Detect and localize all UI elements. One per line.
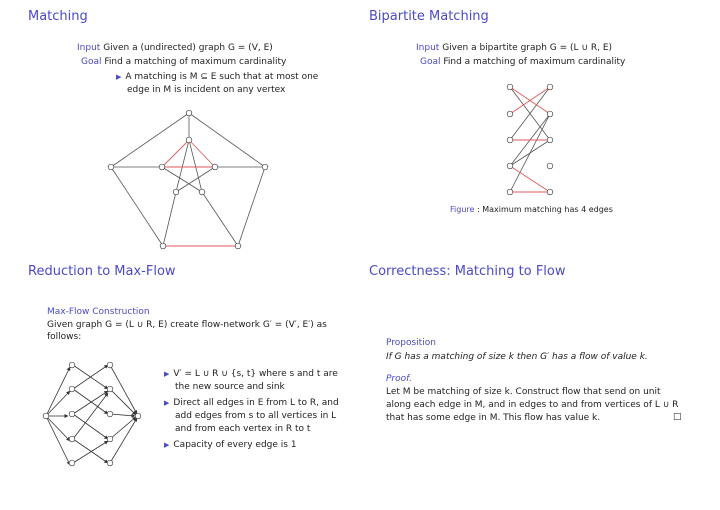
bullet-triangle-icon: ▶ [164, 399, 170, 407]
proposition-text: If G has a matching of size k then G′ has a flow of value k. [386, 352, 648, 362]
slide-reduction-max-flow [0, 255, 360, 510]
bullet-triangle-icon: ▶ [116, 73, 122, 81]
bullet-item [164, 439, 297, 452]
bullet-triangle-icon: ▶ [164, 441, 170, 449]
input-label: Input [416, 43, 440, 53]
bullet-text: and from each vertex in R to t [175, 424, 311, 434]
proof-title: Proof. [386, 374, 413, 384]
proof-text: that has some edge in M. This flow has value k. [386, 413, 601, 423]
goal-text: Find a matching of maximum cardinality [104, 57, 287, 67]
slide-title: Bipartite Matching [369, 9, 489, 24]
bullet-item [164, 368, 338, 394]
input-label: Input [77, 43, 101, 53]
slide-title: Correctness: Matching to Flow [369, 264, 566, 279]
block-text: follows: [47, 332, 82, 342]
bullet-text: the new source and sink [175, 382, 285, 392]
goal-text: Find a matching of maximum cardinality [443, 57, 626, 67]
input-text: Given a (undirected) graph G = (V, E) [103, 43, 273, 53]
qed-symbol: □ [673, 412, 682, 422]
bullet-triangle-icon: ▶ [164, 370, 170, 378]
goal-label: Goal [420, 57, 441, 67]
pentagon-star-graph [0, 0, 360, 255]
bullet-text: Capacity of every edge is 1 [173, 440, 297, 450]
figure-label: Figure [450, 205, 475, 214]
bullet-text: Direct all edges in E from L to R, and [173, 398, 339, 408]
goal-label: Goal [81, 57, 102, 67]
block-text: Given graph G = (L ∪ R, E) create flow-network G′ = (V′, E′) as [47, 320, 327, 330]
bullet-text: A matching is M ⊆ E such that at most one [125, 72, 319, 82]
bullet-item [164, 397, 339, 436]
proof-text: along each edge in M, and in edges to and from vertices of L ∪ R [386, 400, 679, 410]
input-text: Given a bipartite graph G = (L ∪ R, E) [442, 43, 613, 53]
slide-correctness [360, 255, 720, 510]
slide-matching [0, 0, 360, 255]
figure-caption-text: : Maximum matching has 4 edges [476, 205, 613, 214]
bullet-text: add edges from s to all vertices in L [175, 411, 337, 421]
proof-text: Let M be matching of size k. Construct flow that send on unit [386, 387, 661, 397]
bullet-text: V′ = L ∪ R ∪ {s, t} where s and t are [173, 369, 338, 379]
slide-title: Reduction to Max-Flow [28, 264, 176, 279]
figure-caption [450, 205, 613, 214]
slide-bipartite-matching [360, 0, 720, 255]
block-title: Max-Flow Construction [47, 307, 150, 317]
bipartite-graph [360, 0, 720, 255]
bullet-text: edge in M is incident on any vertex [127, 85, 286, 95]
slide-title: Matching [28, 9, 88, 24]
proposition-title: Proposition [386, 338, 436, 348]
